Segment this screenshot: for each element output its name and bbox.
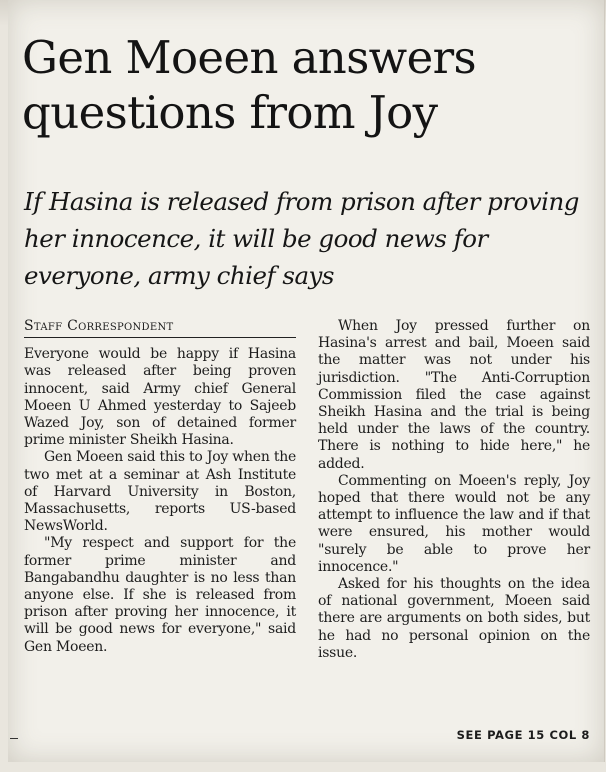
headline-line-1: Gen Moeen answers (22, 31, 477, 84)
byline: Staff Correspondent (24, 318, 296, 338)
headline-line-2: questions from Joy (22, 86, 438, 139)
headline (22, 30, 592, 140)
margin-mark (10, 738, 18, 739)
article-column-left (24, 318, 296, 656)
continuation-jump-line: SEE PAGE 15 COL 8 (456, 728, 590, 742)
article-column-right (318, 318, 590, 662)
paragraph: Asked for his thoughts on the idea of national government, Moeen said there are arguments on both sides, but he had no personal opinion on the issue. (318, 576, 590, 661)
paragraph: "My respect and support for the former prime minister and Bangabandhu daughter is no less than anyone else. If she is released from prison after proving her innocence, it will be good news for everyone," said Gen Moeen. (24, 535, 296, 655)
paragraph: Gen Moeen said this to Joy when the two met at a seminar at Ash Institute of Harvard University in Boston, Massachusetts, reports US-based NewsWorld. (24, 449, 296, 535)
paragraph: When Joy pressed further on Hasina's arrest and bail, Moeen said the matter was not under his jurisdiction. "The Anti-Corruption Commission filed the case against Sheikh Hasina and the trial is being held under the laws of the country. There is nothing to hide here," he added. (318, 318, 590, 472)
deck-subheadline: If Hasina is released from prison after proving her innocence, it will be good news for everyone, army chief says (24, 187, 579, 290)
paragraph: Everyone would be happy if Hasina was released after being proven innocent, said Army chief General Moeen U Ahmed yesterday to Sajeeb Wazed Joy, son of detained former prime minister Sheikh Hasina. (24, 346, 296, 449)
paragraph: Commenting on Moeen's reply, Joy hoped that there would not be any attempt to influence the law and if that were ensured, his mother would "surely be able to prove her innocence." (318, 472, 590, 575)
